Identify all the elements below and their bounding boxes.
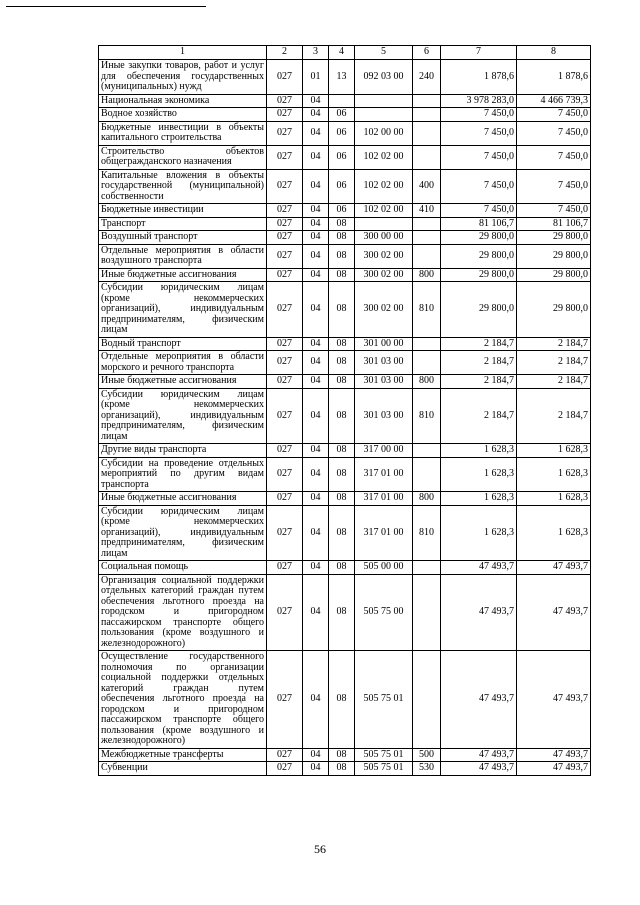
row-code-type bbox=[413, 231, 441, 245]
row-code-section: 04 bbox=[303, 561, 329, 575]
row-amount-1: 2 184,7 bbox=[441, 388, 517, 444]
row-code-subsection: 08 bbox=[329, 574, 355, 651]
row-amount-1: 81 106,7 bbox=[441, 217, 517, 231]
row-code-type bbox=[413, 108, 441, 122]
table-row bbox=[99, 762, 591, 776]
row-code-grbs: 027 bbox=[267, 337, 303, 351]
row-code-type: 410 bbox=[413, 204, 441, 218]
row-code-grbs: 027 bbox=[267, 121, 303, 145]
top-rule bbox=[6, 6, 206, 7]
row-code-section: 04 bbox=[303, 282, 329, 338]
row-name: Иные бюджетные ассигнования bbox=[99, 268, 267, 282]
row-code-section: 04 bbox=[303, 762, 329, 776]
row-code-type bbox=[413, 121, 441, 145]
row-amount-1: 29 800,0 bbox=[441, 268, 517, 282]
row-amount-2: 2 184,7 bbox=[517, 351, 591, 375]
table-row bbox=[99, 121, 591, 145]
row-code-grbs: 027 bbox=[267, 651, 303, 749]
row-code-section: 04 bbox=[303, 204, 329, 218]
row-code-subsection: 08 bbox=[329, 561, 355, 575]
row-code-section: 04 bbox=[303, 457, 329, 492]
row-amount-2: 1 628,3 bbox=[517, 444, 591, 458]
row-code-subsection: 08 bbox=[329, 444, 355, 458]
row-code-type bbox=[413, 561, 441, 575]
header-cell-5: 5 bbox=[355, 46, 413, 60]
row-amount-2: 7 450,0 bbox=[517, 145, 591, 169]
row-code-subsection: 08 bbox=[329, 762, 355, 776]
table-row bbox=[99, 145, 591, 169]
row-amount-2: 7 450,0 bbox=[517, 108, 591, 122]
row-code-target: 301 03 00 bbox=[355, 388, 413, 444]
row-code-subsection: 08 bbox=[329, 505, 355, 561]
row-name: Субсидии на проведение отдельных мероприятий по другим видам транспорта bbox=[99, 457, 267, 492]
row-name: Субсидии юридическим лицам (кроме некоммерческих организаций), индивидуальным предпринимателям, физическим лицам bbox=[99, 505, 267, 561]
row-code-grbs: 027 bbox=[267, 145, 303, 169]
row-code-section: 04 bbox=[303, 244, 329, 268]
row-amount-2: 7 450,0 bbox=[517, 121, 591, 145]
row-code-section: 04 bbox=[303, 108, 329, 122]
row-amount-2: 47 493,7 bbox=[517, 748, 591, 762]
table-row bbox=[99, 282, 591, 338]
row-code-target: 505 75 01 bbox=[355, 762, 413, 776]
row-amount-2: 1 628,3 bbox=[517, 457, 591, 492]
row-name: Воздушный транспорт bbox=[99, 231, 267, 245]
row-amount-2: 2 184,7 bbox=[517, 337, 591, 351]
row-amount-2: 1 878,6 bbox=[517, 60, 591, 95]
row-code-grbs: 027 bbox=[267, 505, 303, 561]
table-row bbox=[99, 561, 591, 575]
row-code-type bbox=[413, 651, 441, 749]
table-body bbox=[99, 60, 591, 776]
table-row bbox=[99, 337, 591, 351]
row-amount-1: 29 800,0 bbox=[441, 282, 517, 338]
row-code-type: 400 bbox=[413, 169, 441, 204]
table-row bbox=[99, 351, 591, 375]
row-code-subsection: 06 bbox=[329, 169, 355, 204]
row-name: Иные бюджетные ассигнования bbox=[99, 492, 267, 506]
row-code-type bbox=[413, 145, 441, 169]
row-code-subsection: 08 bbox=[329, 457, 355, 492]
row-code-section: 04 bbox=[303, 748, 329, 762]
row-code-subsection: 06 bbox=[329, 108, 355, 122]
row-code-target bbox=[355, 108, 413, 122]
row-name: Водное хозяйство bbox=[99, 108, 267, 122]
row-name: Транспорт bbox=[99, 217, 267, 231]
row-code-target: 317 01 00 bbox=[355, 505, 413, 561]
row-amount-1: 2 184,7 bbox=[441, 351, 517, 375]
row-name: Иные бюджетные ассигнования bbox=[99, 375, 267, 389]
row-amount-1: 7 450,0 bbox=[441, 204, 517, 218]
row-code-section: 04 bbox=[303, 145, 329, 169]
row-name: Субсидии юридическим лицам (кроме некоммерческих организаций), индивидуальным предпринимателям, физическим лицам bbox=[99, 282, 267, 338]
row-amount-2: 2 184,7 bbox=[517, 388, 591, 444]
row-code-type bbox=[413, 457, 441, 492]
row-code-subsection: 08 bbox=[329, 492, 355, 506]
row-code-section: 04 bbox=[303, 337, 329, 351]
row-amount-2: 29 800,0 bbox=[517, 244, 591, 268]
row-code-type bbox=[413, 351, 441, 375]
row-code-target: 301 03 00 bbox=[355, 351, 413, 375]
row-code-subsection: 08 bbox=[329, 337, 355, 351]
row-code-grbs: 027 bbox=[267, 351, 303, 375]
row-amount-1: 47 493,7 bbox=[441, 762, 517, 776]
row-amount-1: 1 628,3 bbox=[441, 444, 517, 458]
row-code-type bbox=[413, 444, 441, 458]
row-code-grbs: 027 bbox=[267, 204, 303, 218]
row-code-subsection: 08 bbox=[329, 351, 355, 375]
row-name: Бюджетные инвестиции bbox=[99, 204, 267, 218]
row-code-section: 04 bbox=[303, 492, 329, 506]
row-code-subsection: 06 bbox=[329, 204, 355, 218]
row-code-target: 505 75 00 bbox=[355, 574, 413, 651]
row-code-subsection: 08 bbox=[329, 244, 355, 268]
table-row bbox=[99, 217, 591, 231]
header-cell-2: 2 bbox=[267, 46, 303, 60]
row-code-target: 317 01 00 bbox=[355, 457, 413, 492]
row-name: Осуществление государственного полномочия по организации социальной поддержки отдельных категорий граждан путем обеспечения льготного проезда на городском и пригородном пассажирском транспорте общего пользования (кроме воздушного и железнодорожного) bbox=[99, 651, 267, 749]
row-code-grbs: 027 bbox=[267, 492, 303, 506]
page-number: 56 bbox=[314, 842, 326, 856]
row-amount-2: 7 450,0 bbox=[517, 169, 591, 204]
row-code-type: 530 bbox=[413, 762, 441, 776]
row-code-subsection: 06 bbox=[329, 121, 355, 145]
table-row bbox=[99, 505, 591, 561]
header-cell-6: 6 bbox=[413, 46, 441, 60]
row-code-target: 317 01 00 bbox=[355, 492, 413, 506]
row-code-target: 300 02 00 bbox=[355, 282, 413, 338]
row-code-section: 04 bbox=[303, 505, 329, 561]
row-name: Иные закупки товаров, работ и услуг для обеспечения государственных (муниципальных) нужд bbox=[99, 60, 267, 95]
table-row bbox=[99, 108, 591, 122]
row-code-target: 317 00 00 bbox=[355, 444, 413, 458]
row-amount-2: 29 800,0 bbox=[517, 268, 591, 282]
row-code-section: 04 bbox=[303, 375, 329, 389]
table-row bbox=[99, 388, 591, 444]
row-name: Водный транспорт bbox=[99, 337, 267, 351]
row-amount-1: 7 450,0 bbox=[441, 108, 517, 122]
row-code-subsection: 08 bbox=[329, 231, 355, 245]
row-amount-1: 47 493,7 bbox=[441, 574, 517, 651]
table-row bbox=[99, 268, 591, 282]
row-code-grbs: 027 bbox=[267, 388, 303, 444]
row-code-target: 301 00 00 bbox=[355, 337, 413, 351]
row-code-subsection: 08 bbox=[329, 651, 355, 749]
row-code-section: 04 bbox=[303, 444, 329, 458]
table-row bbox=[99, 94, 591, 108]
row-name: Другие виды транспорта bbox=[99, 444, 267, 458]
row-amount-1: 2 184,7 bbox=[441, 375, 517, 389]
row-code-grbs: 027 bbox=[267, 108, 303, 122]
row-code-subsection: 08 bbox=[329, 375, 355, 389]
row-code-type: 240 bbox=[413, 60, 441, 95]
row-code-target: 300 02 00 bbox=[355, 244, 413, 268]
table-row bbox=[99, 574, 591, 651]
row-amount-1: 47 493,7 bbox=[441, 748, 517, 762]
header-cell-1: 1 bbox=[99, 46, 267, 60]
row-code-grbs: 027 bbox=[267, 574, 303, 651]
row-code-grbs: 027 bbox=[267, 375, 303, 389]
table-row bbox=[99, 169, 591, 204]
row-code-type bbox=[413, 574, 441, 651]
row-code-type: 500 bbox=[413, 748, 441, 762]
row-amount-2: 1 628,3 bbox=[517, 492, 591, 506]
row-code-section: 04 bbox=[303, 217, 329, 231]
row-code-target bbox=[355, 217, 413, 231]
row-name: Бюджетные инвестиции в объекты капитального строительства bbox=[99, 121, 267, 145]
row-amount-1: 3 978 283,0 bbox=[441, 94, 517, 108]
row-code-type: 800 bbox=[413, 375, 441, 389]
row-code-grbs: 027 bbox=[267, 282, 303, 338]
row-name: Организация социальной поддержки отдельных категорий граждан путем обеспечения льготного проезда на городском и пригородном пассажирском транспорте общего пользования (кроме воздушного и железнодорожного) bbox=[99, 574, 267, 651]
row-code-subsection bbox=[329, 94, 355, 108]
row-amount-1: 47 493,7 bbox=[441, 651, 517, 749]
row-code-target: 300 02 00 bbox=[355, 268, 413, 282]
row-amount-1: 7 450,0 bbox=[441, 145, 517, 169]
header-cell-8: 8 bbox=[517, 46, 591, 60]
table-row bbox=[99, 651, 591, 749]
row-code-subsection: 08 bbox=[329, 388, 355, 444]
row-amount-1: 47 493,7 bbox=[441, 561, 517, 575]
row-amount-2: 1 628,3 bbox=[517, 505, 591, 561]
row-amount-2: 2 184,7 bbox=[517, 375, 591, 389]
row-amount-2: 29 800,0 bbox=[517, 282, 591, 338]
row-amount-1: 7 450,0 bbox=[441, 169, 517, 204]
row-code-grbs: 027 bbox=[267, 94, 303, 108]
row-name: Субсидии юридическим лицам (кроме некоммерческих организаций), индивидуальным предпринимателям, физическим лицам bbox=[99, 388, 267, 444]
row-code-target: 505 00 00 bbox=[355, 561, 413, 575]
table-row bbox=[99, 375, 591, 389]
row-amount-1: 29 800,0 bbox=[441, 231, 517, 245]
row-code-section: 04 bbox=[303, 651, 329, 749]
row-code-section: 04 bbox=[303, 388, 329, 444]
row-code-subsection: 08 bbox=[329, 217, 355, 231]
row-code-target: 102 02 00 bbox=[355, 145, 413, 169]
row-code-type: 810 bbox=[413, 282, 441, 338]
row-amount-2: 7 450,0 bbox=[517, 204, 591, 218]
row-code-type bbox=[413, 94, 441, 108]
row-code-target: 301 03 00 bbox=[355, 375, 413, 389]
row-code-grbs: 027 bbox=[267, 457, 303, 492]
row-name: Капитальные вложения в объекты государственной (муниципальной) собственности bbox=[99, 169, 267, 204]
row-amount-2: 29 800,0 bbox=[517, 231, 591, 245]
header-row bbox=[99, 46, 591, 60]
row-code-target: 300 00 00 bbox=[355, 231, 413, 245]
row-code-section: 04 bbox=[303, 268, 329, 282]
row-code-grbs: 027 bbox=[267, 217, 303, 231]
row-code-grbs: 027 bbox=[267, 231, 303, 245]
row-amount-2: 47 493,7 bbox=[517, 651, 591, 749]
row-code-type bbox=[413, 217, 441, 231]
row-name: Отдельные мероприятия в области воздушного транспорта bbox=[99, 244, 267, 268]
row-name: Национальная экономика bbox=[99, 94, 267, 108]
row-amount-2: 47 493,7 bbox=[517, 561, 591, 575]
row-code-subsection: 06 bbox=[329, 145, 355, 169]
row-code-target: 102 02 00 bbox=[355, 204, 413, 218]
row-amount-2: 81 106,7 bbox=[517, 217, 591, 231]
row-code-target: 505 75 01 bbox=[355, 651, 413, 749]
row-code-target: 092 03 00 bbox=[355, 60, 413, 95]
row-code-grbs: 027 bbox=[267, 748, 303, 762]
row-amount-1: 1 628,3 bbox=[441, 457, 517, 492]
row-name: Субвенции bbox=[99, 762, 267, 776]
row-code-grbs: 027 bbox=[267, 561, 303, 575]
table-row bbox=[99, 60, 591, 95]
table-row bbox=[99, 748, 591, 762]
row-name: Социальная помощь bbox=[99, 561, 267, 575]
row-code-grbs: 027 bbox=[267, 444, 303, 458]
row-code-subsection: 08 bbox=[329, 282, 355, 338]
row-code-type: 810 bbox=[413, 388, 441, 444]
row-code-type: 800 bbox=[413, 492, 441, 506]
row-name: Межбюджетные трансферты bbox=[99, 748, 267, 762]
header-cell-7: 7 bbox=[441, 46, 517, 60]
row-code-type bbox=[413, 337, 441, 351]
row-amount-1: 1 878,6 bbox=[441, 60, 517, 95]
row-code-subsection: 13 bbox=[329, 60, 355, 95]
row-code-target: 505 75 01 bbox=[355, 748, 413, 762]
row-name: Отдельные мероприятия в области морского и речного транспорта bbox=[99, 351, 267, 375]
row-amount-1: 29 800,0 bbox=[441, 244, 517, 268]
table-row bbox=[99, 204, 591, 218]
row-code-type: 800 bbox=[413, 268, 441, 282]
row-code-section: 04 bbox=[303, 351, 329, 375]
row-code-section: 04 bbox=[303, 94, 329, 108]
row-code-type: 810 bbox=[413, 505, 441, 561]
row-code-section: 01 bbox=[303, 60, 329, 95]
row-amount-2: 47 493,7 bbox=[517, 762, 591, 776]
row-amount-1: 1 628,3 bbox=[441, 505, 517, 561]
row-amount-1: 7 450,0 bbox=[441, 121, 517, 145]
budget-table bbox=[98, 45, 591, 776]
row-code-target: 102 00 00 bbox=[355, 121, 413, 145]
row-code-grbs: 027 bbox=[267, 60, 303, 95]
header-cell-3: 3 bbox=[303, 46, 329, 60]
row-amount-1: 1 628,3 bbox=[441, 492, 517, 506]
table-row bbox=[99, 457, 591, 492]
table-row bbox=[99, 231, 591, 245]
row-code-grbs: 027 bbox=[267, 268, 303, 282]
row-name: Строительство объектов общегражданского назначения bbox=[99, 145, 267, 169]
row-code-grbs: 027 bbox=[267, 169, 303, 204]
table-row bbox=[99, 244, 591, 268]
row-code-target bbox=[355, 94, 413, 108]
row-code-type bbox=[413, 244, 441, 268]
row-amount-2: 47 493,7 bbox=[517, 574, 591, 651]
row-code-section: 04 bbox=[303, 574, 329, 651]
row-code-section: 04 bbox=[303, 231, 329, 245]
row-code-section: 04 bbox=[303, 169, 329, 204]
row-code-subsection: 08 bbox=[329, 268, 355, 282]
row-amount-1: 2 184,7 bbox=[441, 337, 517, 351]
row-code-subsection: 08 bbox=[329, 748, 355, 762]
table-row bbox=[99, 444, 591, 458]
table-row bbox=[99, 492, 591, 506]
header-cell-4: 4 bbox=[329, 46, 355, 60]
row-amount-2: 4 466 739,3 bbox=[517, 94, 591, 108]
row-code-section: 04 bbox=[303, 121, 329, 145]
row-code-grbs: 027 bbox=[267, 762, 303, 776]
row-code-grbs: 027 bbox=[267, 244, 303, 268]
row-code-target: 102 02 00 bbox=[355, 169, 413, 204]
